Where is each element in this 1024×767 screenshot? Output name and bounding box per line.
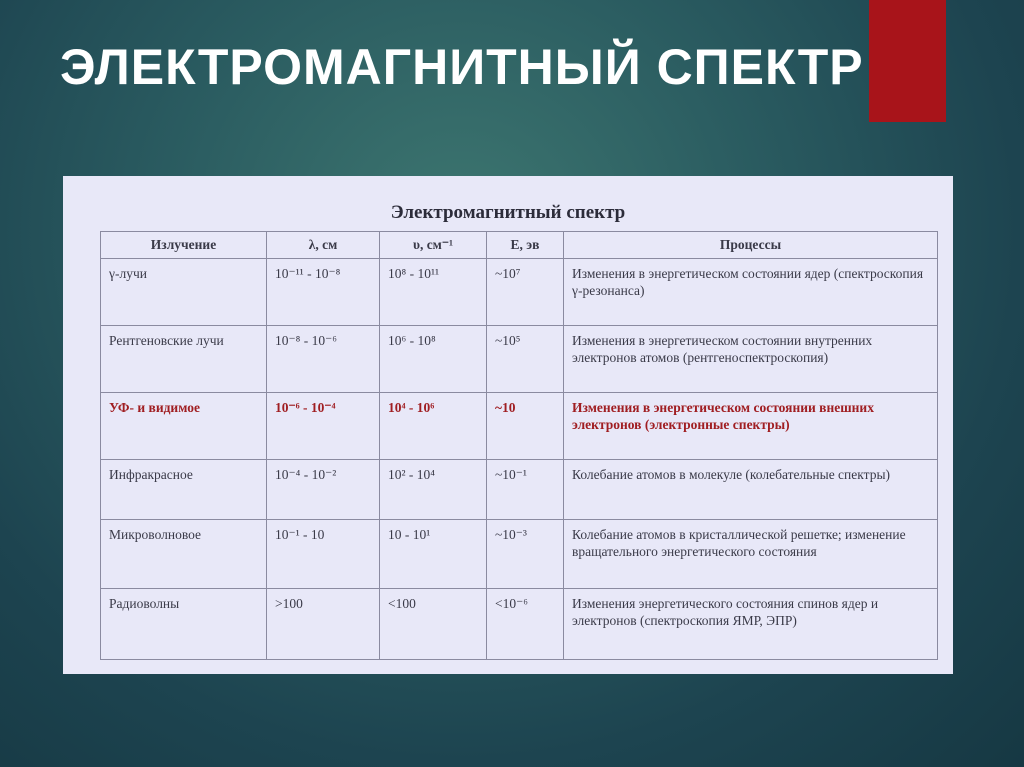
cell-wavenumber: <100 — [380, 589, 487, 660]
cell-energy: ~10⁵ — [487, 326, 564, 393]
cell-wavelength: 10⁻⁴ - 10⁻² — [267, 460, 380, 520]
cell-radiation: γ-лучи — [101, 259, 267, 326]
cell-energy: ~10⁻³ — [487, 520, 564, 589]
cell-radiation: Радиоволны — [101, 589, 267, 660]
table-row — [101, 520, 938, 589]
cell-process: Изменения энергетического состояния спинов ядер и электронов (спектроскопия ЯМР, ЭПР) — [564, 589, 938, 660]
header-processes: Процессы — [564, 232, 938, 259]
table-row — [101, 460, 938, 520]
table-row — [101, 393, 938, 460]
spectrum-table-card — [63, 176, 953, 674]
cell-process: Колебание атомов в молекуле (колебательные спектры) — [564, 460, 938, 520]
table-row — [101, 259, 938, 326]
header-radiation: Излучение — [101, 232, 267, 259]
cell-energy: ~10⁻¹ — [487, 460, 564, 520]
cell-wavelength: 10⁻¹ - 10 — [267, 520, 380, 589]
table-row — [101, 589, 938, 660]
cell-wavenumber: 10⁴ - 10⁶ — [380, 393, 487, 460]
cell-energy: <10⁻⁶ — [487, 589, 564, 660]
cell-wavenumber: 10 - 10¹ — [380, 520, 487, 589]
cell-wavenumber: 10⁸ - 10¹¹ — [380, 259, 487, 326]
cell-wavenumber: 10² - 10⁴ — [380, 460, 487, 520]
cell-wavenumber: 10⁶ - 10⁸ — [380, 326, 487, 393]
header-energy: E, эв — [487, 232, 564, 259]
slide-title: ЭЛЕКТРОМАГНИТНЫЙ СПЕКТР — [60, 39, 864, 95]
table-header-row — [101, 232, 938, 259]
table-row — [101, 326, 938, 393]
cell-process: Изменения в энергетическом состоянии внешних электронов (электронные спектры) — [564, 393, 938, 460]
cell-radiation: УФ- и видимое — [101, 393, 267, 460]
cell-energy: ~10 — [487, 393, 564, 460]
header-wavenumber: υ, см⁻¹ — [380, 232, 487, 259]
cell-wavelength: 10⁻⁶ - 10⁻⁴ — [267, 393, 380, 460]
cell-process: Колебание атомов в кристаллической решетке; изменение вращательного энергетического состояния — [564, 520, 938, 589]
cell-radiation: Рентгеновские лучи — [101, 326, 267, 393]
cell-process: Изменения в энергетическом состоянии внутренних электронов атомов (рентгеноспектроскопия) — [564, 326, 938, 393]
cell-wavelength: 10⁻¹¹ - 10⁻⁸ — [267, 259, 380, 326]
red-accent-bar — [869, 0, 946, 122]
table-body — [101, 259, 938, 660]
spectrum-table — [100, 231, 938, 660]
header-wavelength: λ, см — [267, 232, 380, 259]
cell-process: Изменения в энергетическом состоянии ядер (спектроскопия γ-резонанса) — [564, 259, 938, 326]
cell-radiation: Микроволновое — [101, 520, 267, 589]
cell-energy: ~10⁷ — [487, 259, 564, 326]
cell-radiation: Инфракрасное — [101, 460, 267, 520]
cell-wavelength: >100 — [267, 589, 380, 660]
cell-wavelength: 10⁻⁸ - 10⁻⁶ — [267, 326, 380, 393]
table-caption: Электромагнитный спектр — [390, 202, 626, 223]
